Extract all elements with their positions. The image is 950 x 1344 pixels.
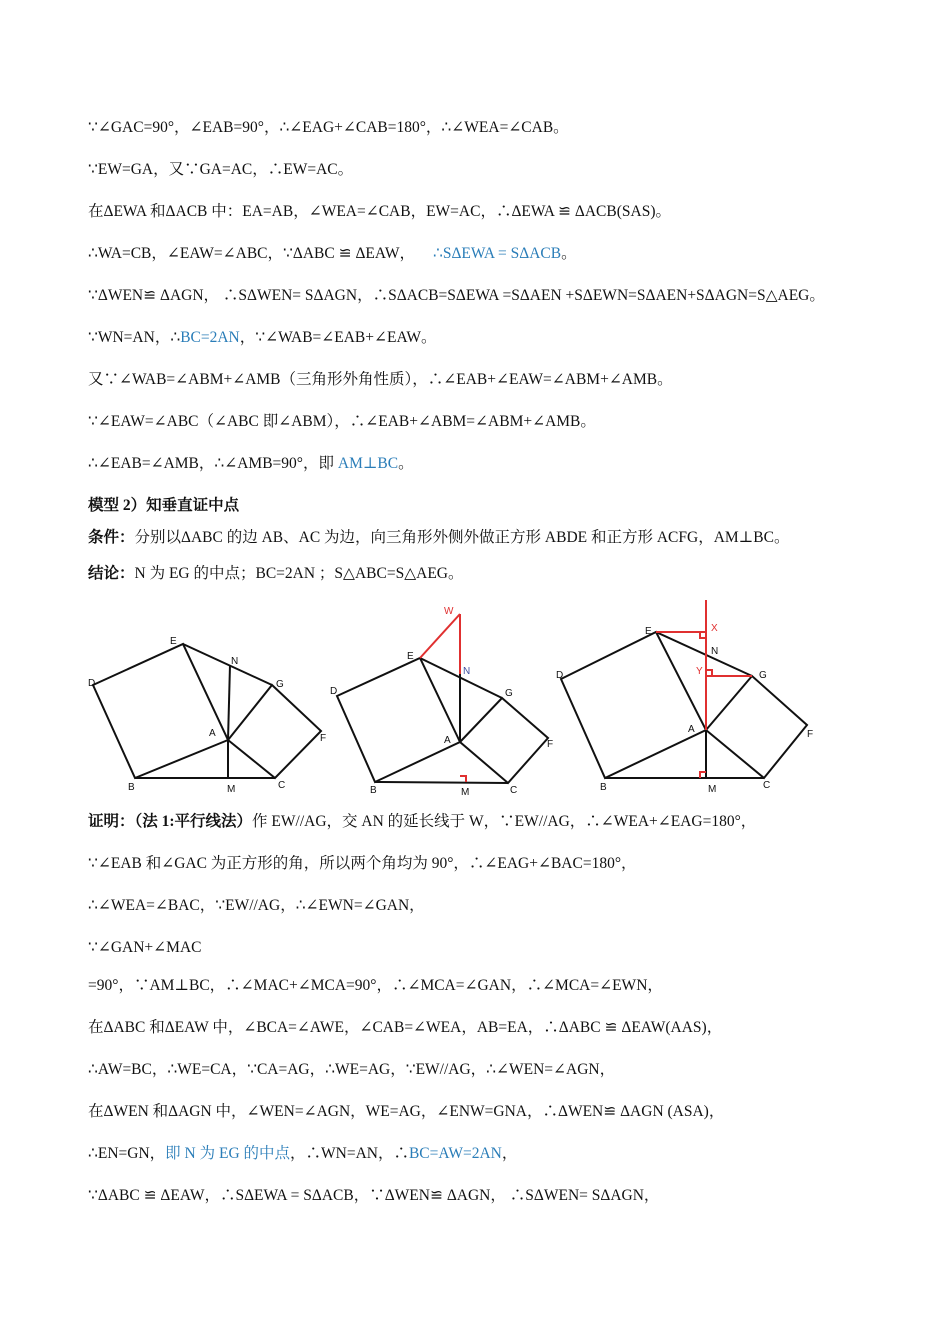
svg-text:D: D [88, 678, 96, 689]
conclusion: 结论：N 为 EG 的中点；BC=2AN ；S△ABC=S△AEG。 [88, 565, 464, 582]
svg-text:G: G [276, 679, 284, 690]
condition: 条件：分别以ΔABC 的边 AB、AC 为边，向三角形外侧外做正方形 ABDE 和正方形 ACFG，AM⊥BC。 [88, 529, 790, 546]
svg-text:M: M [708, 784, 717, 795]
figure-3-labels [556, 623, 813, 795]
svg-text:Y: Y [696, 666, 703, 677]
svg-text:N: N [231, 656, 239, 667]
svg-text:G: G [759, 670, 767, 681]
svg-text:M: M [227, 784, 236, 795]
proof-line: 在ΔWEN 和ΔAGN 中，∠WEN=∠AGN，WE=AG，∠ENW=GNA，∴ΔWEN≌ ΔAGN (ASA)， [88, 1103, 725, 1120]
text-line: 在ΔEWA 和ΔACB 中：EA=AB，∠WEA=∠CAB，EW=AC，∴ΔEWA ≌ ΔACB(SAS)。 [88, 203, 671, 220]
proof-line: ∴AW=BC，∴WE=CA，∵CA=AG，∴WE=AG，∵EW//AG，∴∠WEN=∠AGN， [88, 1061, 616, 1078]
svg-text:F: F [547, 739, 554, 750]
svg-text:C: C [510, 785, 518, 796]
svg-text:E: E [645, 626, 652, 637]
text-line: ∵EW=GA，又∵GA=AC，∴EW=AC。 [88, 161, 354, 178]
svg-text:F: F [807, 729, 814, 740]
figure-3-red [656, 600, 752, 778]
proof-line: ∴EN=GN，即 N 为 EG 的中点，∴WN=AN，∴BC=AW=2AN， [88, 1145, 518, 1162]
proof-line: ∵∠GAN+∠MAC [88, 939, 202, 956]
geometry-figures [80, 600, 880, 805]
svg-text:F: F [320, 733, 327, 744]
svg-text:X: X [711, 623, 718, 634]
svg-text:C: C [763, 780, 771, 791]
figure-1-labels [88, 636, 326, 795]
svg-text:G: G [505, 688, 513, 699]
svg-text:B: B [128, 782, 135, 793]
svg-text:B: B [370, 785, 377, 796]
svg-text:D: D [556, 670, 564, 681]
svg-text:N: N [711, 646, 719, 657]
svg-text:M: M [461, 787, 470, 798]
figure-3 [561, 632, 807, 778]
text-line: ∵ΔWEN≌ ΔAGN， ∴SΔWEN= SΔAGN，∴SΔACB=SΔEWA =SΔAEN +SΔEWN=SΔAEN+SΔAGN=S△AEG。 [88, 287, 825, 304]
svg-text:E: E [170, 636, 177, 647]
svg-text:W: W [444, 606, 454, 617]
proof-line: 证明：（法 1:平行线法）作 EW//AG，交 AN 的延长线于 W，∵EW//AG，∴∠WEA+∠EAG=180°， [88, 813, 757, 830]
figure-2 [337, 620, 548, 783]
svg-text:D: D [330, 686, 338, 697]
svg-text:B: B [600, 782, 607, 793]
figure-1 [93, 644, 321, 778]
svg-text:N: N [463, 666, 471, 677]
text-line: ∴∠EAB=∠AMB，∴∠AMB=90°，即 AM⊥BC。 [88, 455, 414, 472]
model-title: 模型 2）知垂直证中点 [88, 497, 240, 514]
svg-text:A: A [209, 728, 216, 739]
text-line: ∵WN=AN，∴BC=2AN，∵∠WAB=∠EAB+∠EAW。 [88, 329, 437, 346]
proof-line: ∴∠WEA=∠BAC，∵EW//AG，∴∠EWN=∠GAN， [88, 897, 425, 914]
proof-line: 在ΔABC 和ΔEAW 中，∠BCA=∠AWE，∠CAB=∠WEA，AB=EA，∴ΔABC ≌ ΔEAW(AAS)， [88, 1019, 723, 1036]
text-line: ∴WA=CB，∠EAW=∠ABC，∵ΔABC ≌ ΔEAW， ∴SΔEWA = SΔACB。 [88, 245, 577, 262]
text-line: 又∵∠WAB=∠ABM+∠AMB（三角形外角性质），∴∠EAB+∠EAW=∠ABM+∠AMB。 [88, 371, 673, 388]
text-line: ∵∠EAW=∠ABC（∠ABC 即∠ABM），∴∠EAB+∠ABM=∠ABM+∠AMB。 [88, 413, 596, 430]
proof-line: =90°，∵AM⊥BC，∴∠MAC+∠MCA=90°，∴∠MCA=∠GAN，∴∠MCA=∠EWN， [88, 977, 663, 994]
svg-text:E: E [407, 651, 414, 662]
text-line: ∵∠GAC=90°，∠EAB=90°，∴∠EAG+∠CAB=180°，∴∠WEA=∠CAB。 [88, 119, 569, 136]
svg-text:A: A [444, 735, 451, 746]
proof-line: ∵∠EAB 和∠GAC 为正方形的角，所以两个角均为 90°，∴∠EAG+∠BAC=180°， [88, 855, 637, 872]
proof-line: ∵ΔABC ≌ ΔEAW，∴SΔEWA = SΔACB，∵ΔWEN≌ ΔAGN， ∴SΔWEN= SΔAGN， [88, 1187, 660, 1204]
svg-text:A: A [688, 724, 695, 735]
svg-text:C: C [278, 780, 286, 791]
